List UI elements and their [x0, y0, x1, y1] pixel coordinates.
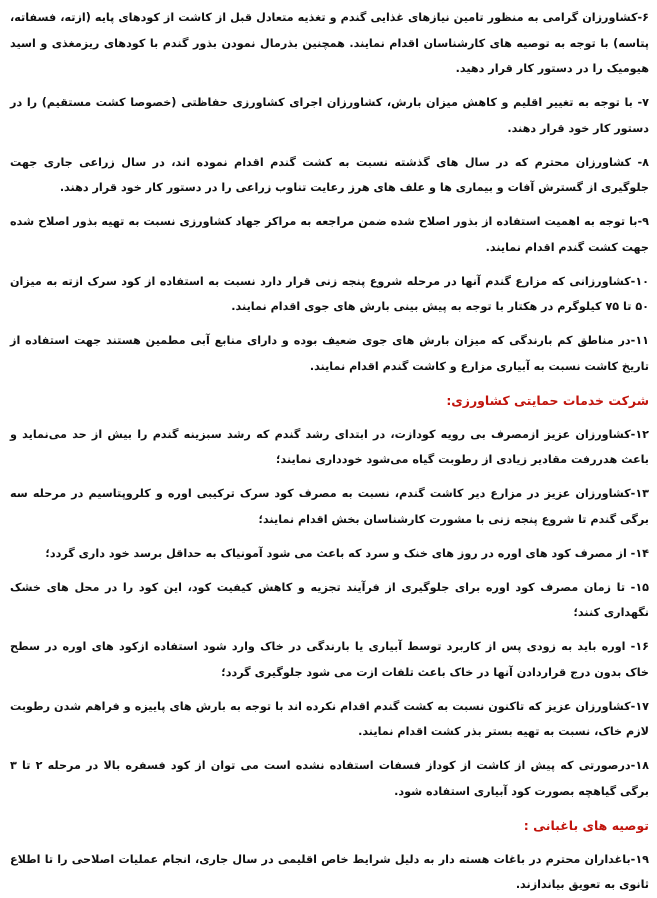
paragraph-8: ۸- کشاورزان محترم که در سال های گذشته نسبت به کشت گندم اقدام نموده اند، در سال زراعی جاری جهت جلوگیری از گسترش آفات و بیماری ها و علف های هرز رعایت تناوب زراعی را در دستور کار خود قرار دهند. — [10, 155, 649, 194]
paragraph-10: ۱۰-کشاورزانی که مزارع گندم آنها در مرحله شروع پنجه زنی قرار دارد نسبت به استفاده از کود سرک ازته به میزان ۵۰ تا ۷۵ کیلوگرم در هکتار با توجه به پیش بینی بارش های جوی اقدام نمایند. — [10, 274, 649, 313]
section-heading-support-services: شرکت خدمات حمایتی کشاورزی: — [446, 392, 649, 408]
paragraph-15: ۱۵- تا زمان مصرف کود اوره برای جلوگیری از فرآیند تجزیه و کاهش کیفیت کود، این کود را در محل های خشک نگهداری کنند؛ — [10, 580, 649, 619]
paragraph-18: ۱۸-درصورتی که پیش از کاشت از کوداز فسفات استفاده نشده است می توان از کود فسفره بالا در مرحله ۲ تا ۳ برگی گیاهچه بصورت کود آبیاری استفاده شود. — [10, 759, 649, 798]
paragraph-6: ۶-کشاورزان گرامی به منظور تامین نیازهای غذایی گندم و تغذیه متعادل قبل از کاشت از کودهای پایه (ازته، فسفاته، پتاسه) با توجه به توصیه های کارشناسان اقدام نمایند. همچنین بذرمال نمودن بذور گندم با کودهای ریزمغذی و اسید هیومیک را در دستور کار قرار دهید. — [10, 11, 649, 75]
paragraph-17: ۱۷-کشاورزان عزیز که تاکنون نسبت به کشت گندم اقدام نکرده اند با توجه به بارش های پاییزه و فراهم شدن رطوبت لازم خاک، نسبت به تهیه بستر بذر کشت اقدام نمایند. — [10, 699, 649, 738]
paragraph-11: ۱۱-در مناطق کم بارندگی که میزان بارش های جوی ضعیف بوده و دارای منابع آبی مطمین هستند جهت استفاده از تاریخ کاشت نسبت به آبیاری مزارع و کاشت گندم اقدام نمایند. — [10, 334, 649, 373]
paragraph-12: ۱۲-کشاورزان عزیز ازمصرف بی رویه کودازت، در ابتدای رشد گندم که رشد سبزینه گندم را بیش از حد می‌نماید و باعث هدررفت مقادیر زیادی از رطوبت گیاه می‌شود خودداری نمایند؛ — [10, 427, 649, 466]
paragraph-14: ۱۴- از مصرف کود های اوره در روز های خنک و سرد که باعث می شود آمونیاک به حداقل برسد خود داری گردد؛ — [45, 546, 649, 560]
section-heading-horticulture: توصیه های باغبانی : — [523, 817, 649, 833]
paragraph-7: ۷- با توجه به تغییر اقلیم و کاهش میزان بارش، کشاورزان اجرای کشاورزی حفاظتی (خصوصا کشت مستقیم) را در دستور کار خود قرار دهند. — [10, 96, 649, 135]
paragraph-16: ۱۶- اوره باید به زودی پس از کاربرد توسط آبیاری یا بارندگی در خاک وارد شود استفاده ازکود های اوره در سطح خاک بدون درج قراردادن آنها در خاک باعث تلفات ازت می شود جلوگیری گردد؛ — [10, 640, 649, 679]
document-page — [0, 5, 657, 891]
paragraph-9: ۹-با توجه به اهمیت استفاده از بذور اصلاح شده ضمن مراجعه به مراکز جهاد کشاورزی نسبت به تهیه بذور اصلاح شده جهت کشت گندم اقدام نمایند. — [10, 215, 649, 254]
paragraph-13: ۱۳-کشاورزان عزیز در مزارع دیر کاشت گندم، نسبت به مصرف کود سرک ترکیبی اوره و کلروپتاسیم در مرحله سه برگی گندم تا شروع پنجه زنی با مشورت کارشناسان بخش اقدام نمایند؛ — [10, 487, 649, 526]
paragraph-19: ۱۹-باغداران محترم در باغات هسته دار به دلیل شرایط خاص اقلیمی در سال جاری، انجام عملیات اصلاحی را تا اطلاع ثانوی به تعویق بیاندازند. — [10, 852, 649, 891]
